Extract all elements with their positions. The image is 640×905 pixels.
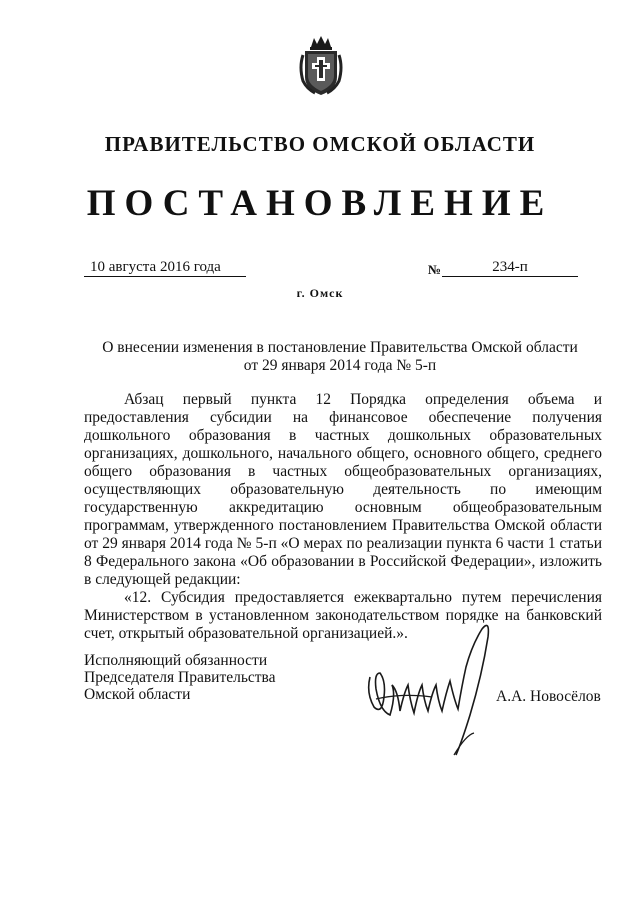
- organization-title: ПРАВИТЕЛЬСТВО ОМСКОЙ ОБЛАСТИ: [104, 132, 536, 156]
- signatory-title-line-2: Председателя Правительства: [84, 669, 276, 686]
- signatory-title-line-3: Омской области: [84, 686, 191, 703]
- document-number: 234-п: [442, 258, 578, 277]
- city: г. Омск: [296, 286, 344, 300]
- signatory-title-line-1: Исполняющий обязанности: [84, 652, 268, 669]
- document-type-title: ПОСТАНОВЛЕНИЕ: [86, 183, 554, 224]
- signatory-name: А.А. Новосёлов: [496, 688, 601, 705]
- body-paragraph-1: Абзац первый пункта 12 Порядка определения объема и предоставления субсидии на финансовое обеспечение получения дошкольного образования в частных дошкольных образовательных организациях, дошкольного, начального общего, основного общего, среднего общего образования в частных общеобразовательных организациях, осуществляющих образовательную деятельность по имеющим государственную аккредитацию основным общеобразовательным программам, утвержденного постановлением Правительства Омской области от 29 января 2014 года № 5-п «О мерах по реализации пункта 6 части 1 статьи 8 Федерального закона «Об образовании в Российской Федерации», изложить в следующей редакции:: [84, 391, 602, 588]
- subject-line-2: от 29 января 2014 года № 5-п: [243, 357, 437, 374]
- body-paragraph-2: «12. Субсидия предоставляется ежеквартально путем перечисления Министерством в установленном законодательством порядке на банковский счет, открытый образовательной организацией.».: [84, 589, 602, 642]
- document-date: 10 августа 2016 года: [84, 258, 246, 277]
- coat-of-arms-icon: [297, 33, 345, 97]
- signatory-title: [84, 652, 276, 703]
- document-subject: [80, 339, 600, 375]
- subject-line-1: О внесении изменения в постановление Правительства Омской области: [102, 339, 578, 356]
- number-sign: №: [428, 262, 442, 277]
- signature-icon: [362, 615, 512, 765]
- document-body: [84, 391, 602, 643]
